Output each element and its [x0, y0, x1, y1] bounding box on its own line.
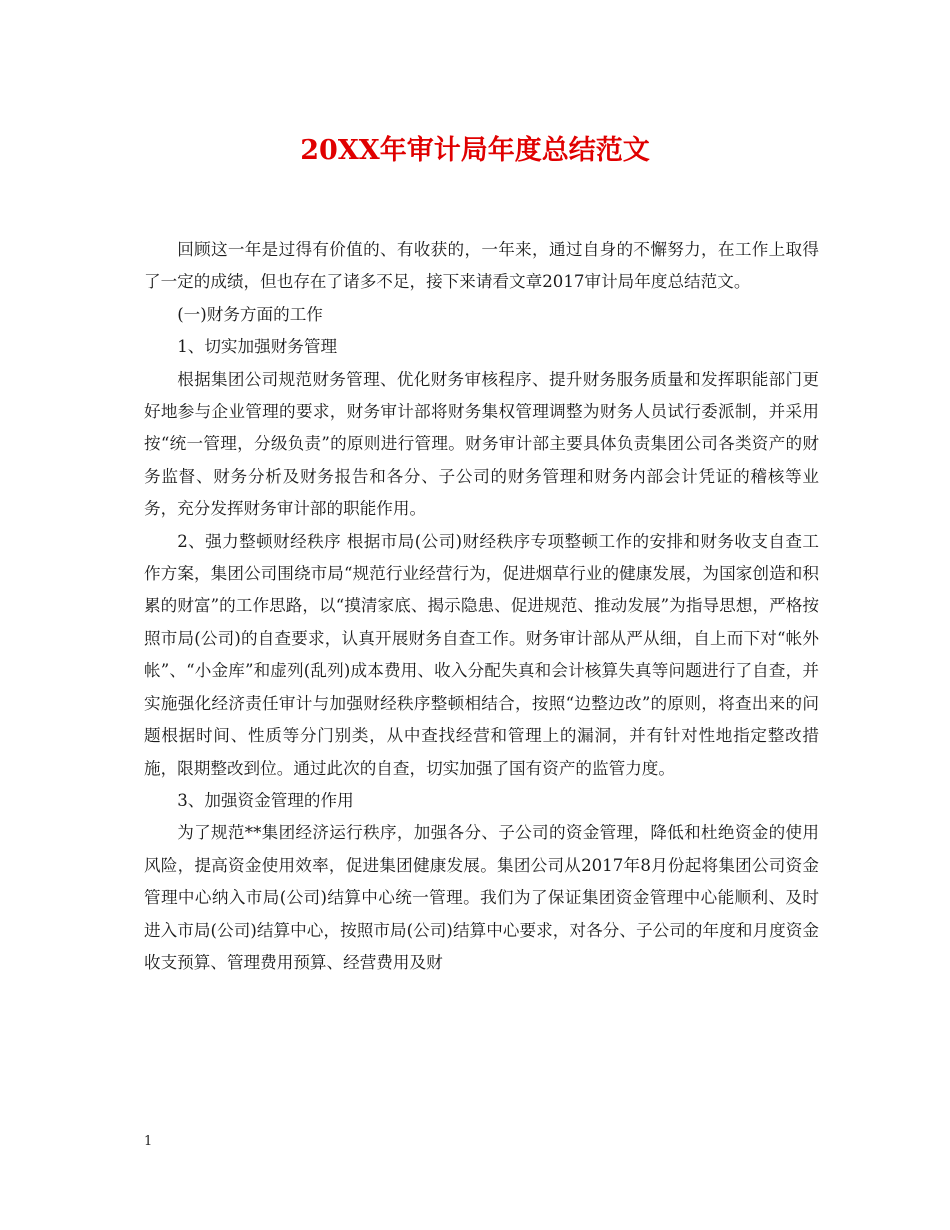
page-number: 1: [144, 1134, 153, 1149]
subheading-financial-management: 1、切实加强财务管理: [177, 337, 338, 357]
paragraph-financial-management: 根据集团公司规范财务管理、优化财务审核程序、提升财务服务质量和发挥职能部门更好地参与企业管理的要求，财务审计部将财务集权管理调整为财务人员试行委派制，并采用按“统一管理，分级负责”的原则进行管理。财务审计部主要具体负责集团公司各类资产的财务监督、财务分析及财务报告和各分、子公司的财务管理和财务内部会计凭证的稽核等业务，充分发挥财务审计部的职能作用。: [144, 369, 819, 519]
paragraph-intro: 回顾这一年是过得有价值的、有收获的，一年来，通过自身的不懈努力，在工作上取得了一定的成绩，但也存在了诸多不足，接下来请看文章2017审计局年度总结范文。: [144, 240, 819, 292]
paragraph-fund-management: 为了规范**集团经济运行秩序，加强各分、子公司的资金管理，降低和杜绝资金的使用风险，提高资金使用效率，促进集团健康发展。集团公司从2017年8月份起将集团公司资金管理中心纳入市局(公司)结算中心统一管理。我们为了保证集团资金管理中心能顺利、及时进入市局(公司)结算中心，按照市局(公司)结算中心要求，对各分、子公司的年度和月度资金收支预算、管理费用预算、经营费用及财: [144, 823, 819, 972]
document-title: 20XX年审计局年度总结范文: [300, 135, 650, 166]
section-heading-finance: (一)财务方面的工作: [177, 304, 323, 324]
subheading-fund-management: 3、加强资金管理的作用: [177, 790, 354, 810]
document-body: [144, 234, 819, 979]
paragraph-financial-order: 2、强力整顿财经秩序 根据市局(公司)财经秩序专项整顿工作的安排和财务收支自查工作方案，集团公司围绕市局“规范行业经营行为，促进烟草行业的健康发展，为国家创造和积累的财富”的工作思路，以“摸清家底、揭示隐患、促进规范、推动发展”为指导思想，严格按照市局(公司)的自查要求，认真开展财务自查工作。财务审计部从严从细，自上而下对“帐外帐”、“小金库”和虚列(乱列)成本费用、收入分配失真和会计核算失真等问题进行了自查，并实施强化经济责任审计与加强财经秩序整顿相结合，按照“边整边改”的原则，将查出来的问题根据时间、性质等分门别类，从中查找经营和管理上的漏洞，并有针对性地指定整改措施，限期整改到位。通过此次的自查，切实加强了国有资产的监管力度。: [144, 531, 819, 778]
